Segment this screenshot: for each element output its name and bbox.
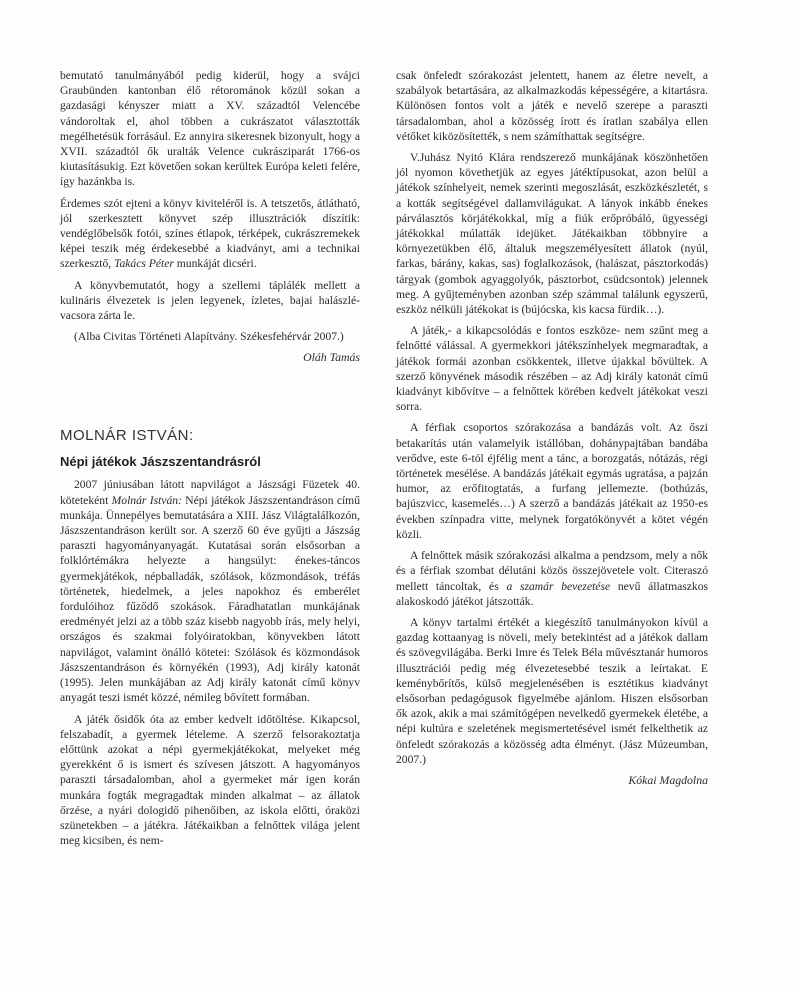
right-column <box>396 68 708 794</box>
review1-paragraph-4: (Alba Civitas Történeti Alapítvány. Székesfehérvár 2007.) <box>74 330 344 344</box>
review2-p1-author: Molnár István: <box>111 493 182 507</box>
right-paragraph-6: A könyv tartalmi értékét a kiegészítő tanulmányokon kívül a gazdag kottaanyag is növeli, mely betekintést ad a játékok dallam és szövegvilágába. Berki Imre és Telek Béla művésztanár humoros illusztrációi pedig még élvezetesebbé teszik a leírtakat. E keménybőrítős, külső megjelenésében is esztétikus kiadványt elsősorban pedagógusok figyelmébe ajánlom. Hiszen elsősorban ők azok, akik a mai számítógépen nevelkedő gyermekek életébe, a népi kultúra e szeletének megismertetésével ismét felkelthetik az önfeledt szórakozás a közösség adta élményt. (Jász Múzeumban, 2007.) <box>396 615 708 766</box>
right-p5-before: A felnőttek másik szórakozási alkalma a pendzsom, mely a nők és a férfiak szombat délutáni közös összejövetele volt. Citeraszó mellett táncoltak, és <box>396 549 708 593</box>
review2-paragraph-1 <box>60 477 360 705</box>
review1-paragraph-1: bemutató tanulmányából pedig kiderül, hogy a svájci Graubünden kantonban élő rétorománok közül sokan a gazdasági kényszer miatt a XV. századtól Velencébe vándoroltak el, ahol többen a cukrászatot választották megélhetésük forrásául. Ez annyira sikeresnek bizonyult, hogy a XVII. századtól ők uralták Velence cukrásziparát 1766-os kiutasításukig. Ezt követően sokan kerültek Európa keleti felére, így hazánkba is. <box>60 69 360 189</box>
right-paragraph-4: A férfiak csoportos szórakozása a bandázás volt. Az őszi betakarítás után valamelyik istállóban, dohánypajtában bandába verődve, este 6-tól éjfélig ment a tánc, a borozgatás, nótázás, régi történetek mesélése. A bandázás játékait egymás ugratása, a pajzán humor, az erőfitogtatás, a furfang jellemezte. (bothúzás, bajúszvicc, kasemelés…) A szerző a bandázás játékait az 1950-es években színpadra vitte, melynek forgatókönyvét a kötet végén közli. <box>396 421 708 541</box>
review1-paragraph-2-text: Érdemes szót ejteni a könyv kiviteléről is. A tetszetős, átlátható, jól szerkesztett könyvet szép illusztrációk díszítik: vendéglőbelsők fotói, színes étlapok, térképek, cukrászremekek képei teszik még érdekesebbé a kiadványt, ami a technikai szerkesztő, <box>60 196 360 271</box>
left-column <box>60 68 360 854</box>
right-p5-after: nevű állatmaszkos alakoskodó játékot játszották. <box>396 579 709 608</box>
review2-p1-before: 2007 júniusában látott napvilágot a Jászsági Füzetek 40. köteteként <box>60 478 360 507</box>
right-p5-italic: a szamár bevezetése <box>506 579 611 593</box>
review2-author-heading: MOLNÁR ISTVÁN: <box>60 427 194 445</box>
review2-signature: Kókai Magdolna <box>628 772 708 787</box>
editor-suffix: munkáját dicséri. <box>173 257 257 271</box>
review1-signature: Oláh Tamás <box>303 350 360 365</box>
right-paragraph-1: csak önfeledt szórakozást jelentett, hanem az életre nevelt, a szabályok betartására, az alkalmazkodás képességére, a kitartásra. Különösen fontos volt a játék e nevelő szerepe a paraszti társadalomban, ahol a közösség írott és íratlan szabálya ellen vétőket kiközösítették, s nem számíthattak segítségre. <box>396 69 708 143</box>
right-paragraph-5 <box>396 548 708 609</box>
review2-p1-after: Népi játékok Jászszentandráson című munkája. Ünnepélyes bemutatására a XIII. Jász Világtalálkozón, Jászszentandráson került sor. A szerző 60 éve gyűjti a Jászság paraszti hagyományanyagát. Kutatásai során elsősorban a folklórtémákra helyezte a hangsúlyt: énekes-táncos gyermekjátékok, népballadák, szólások, közmondások, tréfás történetek, hiedelmek, a jeles napokhoz és emberélet fordulóihoz fűződő szokások. Fáradhatatlan munkájának eredményét jelzi az a több száz kisebb nagyobb írás, mely helyi, országos és szakmai folyóiratokban, könyvekben látott napvilágot, valamint önálló kötetei: Szólások és közmondások Jászszentandráson és környékén (1993), Adj király katonát (1995). Jelen munkájában az Adj király katonát című könyv anyagát teszi ismét közzé, némileg bővített formában. <box>60 493 360 705</box>
review1-paragraph-2 <box>60 196 360 272</box>
review2-book-title: Népi játékok Jászszentandrásról <box>60 454 261 470</box>
editor-name: Takács Péter <box>114 257 174 271</box>
right-paragraph-3: A játék,- a kikapcsolódás e fontos eszköze- nem szűnt meg a felnőtté válással. A gyermekkori játékszínhelyek megmaradtak, a játékok formái azonban csökkentek, illetve újakkal bővültek. A szerző könyvének második részében – az Adj király katonát című kiadványt kibővítve – a felnőttek körében kedvelt játékokat veszi sorra. <box>396 324 708 414</box>
review2-paragraph-2: A játék ősidők óta az ember kedvelt időtöltése. Kikapcsol, felszabadít, a gyermek lételeme. A szerző felsorakoztatja előttünk azokat a népi gyermekjátékokat, melyeket még gyerekként ő is ismert és szívesen játszott. A hagyományos paraszti társadalomban, ahol a gyermeket már igen korán munkára fogták megragadtak minden alkalmat – az állatok őrzése, a nyári dologidő pihenőiben, az iskola előtti, óraközi szünetekben – a játékra. Játékaikban a felnőttek világa jelent meg kicsiben, és nem- <box>60 712 360 848</box>
right-paragraph-2: V.Juhász Nyitó Klára rendszerező munkájának köszönhetően jól nyomon követhetjük az egyes játéktípusokat, azon belül a játékok színhelyeit, nemek szerinti megoszlását, eszközkészletét, s a kották segítségével dallamvilágukat. A lányok inkább énekes párválasztós körjátékokkal, míg a fiúk erőpróbáló, ügyességi játékokkal múlatták idejüket. Játékaikban többnyire a környezetükben élő, általuk megszemélyesített állatok (nyúl, farkas, bárány, kakas, sas) foglalkozások, (halászat, pásztorkodás) tárgyak (gombok agyaggolyók, pásztorbot, csüdcsontok) jelennek meg. A gyűjteményben azonban szép számmal találunk egyszerű, eszköz nélküli játékokat is (bújócska, kis kacsa fürdik…). <box>396 151 708 317</box>
review1-paragraph-3: A könyvbemutatót, hogy a szellemi táplálék mellett a kulináris élvezetek is jelen legyenek, ízletes, bajai halászlé-vacsora zárta le. <box>60 278 360 323</box>
